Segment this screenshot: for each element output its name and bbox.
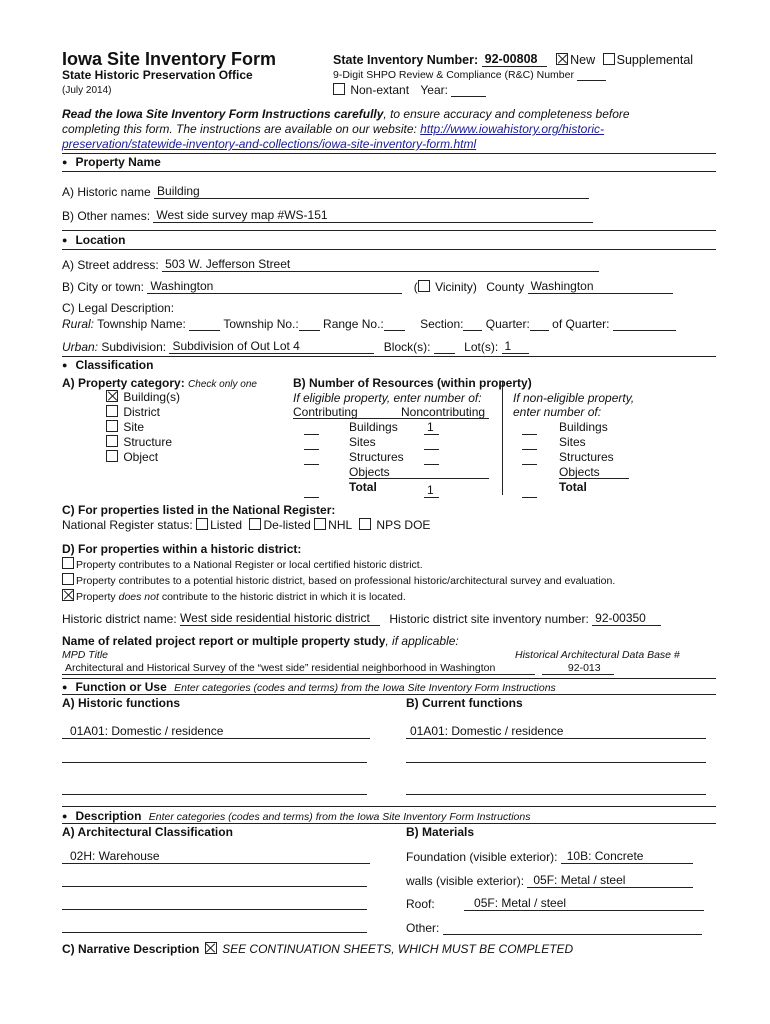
divider xyxy=(62,823,716,824)
db-field[interactable]: 92-013 xyxy=(542,662,614,675)
district-name-label: Historic district name: xyxy=(62,612,177,626)
current-functions-label: B) Current functions xyxy=(406,696,523,710)
category-structure[interactable] xyxy=(106,435,180,450)
section-field[interactable] xyxy=(463,316,482,331)
quarter-label: Quarter: xyxy=(485,317,530,331)
category-building-label: Building(s) xyxy=(123,390,181,404)
district-option-3-label-c: contribute to the historic district in which it is located. xyxy=(158,591,406,603)
category-object[interactable] xyxy=(106,450,180,465)
arch-classification-4[interactable] xyxy=(62,932,367,933)
location-heading: ● Location xyxy=(62,233,125,247)
legal-label: C) Legal Description: xyxy=(62,301,175,315)
supplemental-checkbox[interactable] xyxy=(603,53,615,65)
ne-total-rule xyxy=(559,478,629,479)
category-site[interactable] xyxy=(106,420,180,435)
category-label-row xyxy=(62,376,257,390)
roof-field[interactable]: 05F: Metal / steel xyxy=(464,896,704,911)
divider xyxy=(62,153,716,154)
non-eligible-label: If non-eligible property, xyxy=(513,391,635,405)
ne-row-sites: Sites xyxy=(559,435,586,449)
street-label: A) Street address: xyxy=(62,258,159,272)
district-option-2[interactable] xyxy=(62,573,615,589)
category-object-label: Object xyxy=(123,450,159,464)
listed-checkbox[interactable] xyxy=(196,518,208,530)
divider xyxy=(62,806,716,807)
current-function-1-value[interactable]: 01A01: Domestic / residence xyxy=(406,724,706,739)
instructions-url-2[interactable]: preservation/statewide-inventory-and-collections/iowa-site-inventory-form.html xyxy=(62,137,477,151)
ne-row-objects: Objects xyxy=(559,465,600,479)
contributing-total[interactable] xyxy=(304,483,319,498)
narrative-checkbox[interactable] xyxy=(205,942,217,954)
category-building[interactable] xyxy=(106,390,180,405)
row-total: Total xyxy=(349,480,377,494)
nhl-label: NHL xyxy=(328,518,352,532)
narrative-row xyxy=(62,942,573,956)
contributing-buildings[interactable] xyxy=(304,420,319,435)
other-names-row xyxy=(62,208,593,223)
row-objects: Objects xyxy=(349,465,390,479)
street-row xyxy=(62,257,599,272)
historic-functions-label: A) Historic functions xyxy=(62,696,181,710)
ne-row-total: Total xyxy=(559,480,587,494)
row-buildings: Buildings xyxy=(349,420,398,434)
nr-status-label: National Register status: xyxy=(62,518,193,532)
eligible-label: If eligible property, enter number of: xyxy=(293,391,482,405)
non-extant-checkbox[interactable] xyxy=(333,83,345,95)
non-eligible-sites[interactable] xyxy=(522,435,537,450)
instructions-line2: completing this form. The instructions are available on our website: xyxy=(62,122,421,136)
contributing-label: Contributing xyxy=(293,405,358,419)
arch-classification-2[interactable] xyxy=(62,886,367,887)
new-label: New xyxy=(570,53,596,67)
quarter-field[interactable] xyxy=(530,316,549,331)
city-field[interactable]: Washington xyxy=(147,279,402,294)
nhl-checkbox[interactable] xyxy=(314,518,326,530)
noncontributing-structures[interactable] xyxy=(424,450,439,465)
resource-types xyxy=(349,420,404,495)
district-heading: D) For properties within a historic district: xyxy=(62,542,302,556)
nps-doe-checkbox[interactable] xyxy=(359,518,371,530)
divider xyxy=(62,171,716,172)
county-field[interactable]: Washington xyxy=(528,279,673,294)
ne-row-buildings: Buildings xyxy=(559,420,608,434)
related-values-row xyxy=(62,662,614,675)
of-quarter-label: of Quarter: xyxy=(552,317,610,331)
noncontributing-total[interactable]: 1 xyxy=(424,483,439,498)
category-structure-label: Structure xyxy=(123,435,173,449)
noncontributing-column xyxy=(424,420,439,498)
instructions-lead: Read the Iowa Site Inventory Form Instructions carefully xyxy=(62,107,384,121)
range-label: Range No.: xyxy=(323,317,384,331)
new-checkbox[interactable] xyxy=(556,53,568,65)
township-name-label: Township Name: xyxy=(97,317,186,331)
supplemental-label: Supplemental xyxy=(616,53,694,67)
historic-name-row xyxy=(62,184,589,199)
instructions xyxy=(62,107,630,152)
enter-number-label: enter number of: xyxy=(513,405,602,419)
materials-label: B) Materials xyxy=(406,825,475,839)
category-structure-checkbox[interactable] xyxy=(106,435,118,447)
district-option-1[interactable] xyxy=(62,557,615,573)
category-list xyxy=(106,390,180,465)
category-district-label: District xyxy=(123,405,161,419)
listed-label: Listed xyxy=(210,518,243,532)
non-extant-row xyxy=(333,83,486,97)
nps-doe-label: NPS DOE xyxy=(376,518,431,532)
walls-field[interactable]: 05F: Metal / steel xyxy=(527,873,693,888)
current-function-2[interactable] xyxy=(406,762,706,763)
ne-row-structures: Structures xyxy=(559,450,614,464)
non-eligible-total[interactable] xyxy=(522,483,537,498)
city-label: B) City or town: xyxy=(62,280,145,294)
roof-label: Roof: xyxy=(406,897,435,911)
urban-row xyxy=(62,339,529,354)
year-label: Year: xyxy=(420,83,448,97)
foundation-label: Foundation (visible exterior): xyxy=(406,850,558,864)
county-label: County xyxy=(486,280,525,294)
lots-field[interactable]: 1 xyxy=(502,339,529,354)
district-site-field[interactable]: 92-00350 xyxy=(592,611,661,626)
divider xyxy=(62,249,716,250)
total-rule xyxy=(349,478,489,479)
narrative-label: C) Narrative Description xyxy=(62,942,200,956)
form-title: Iowa Site Inventory Form xyxy=(62,49,277,69)
category-district[interactable] xyxy=(106,405,180,420)
category-building-checkbox[interactable] xyxy=(106,390,118,402)
office-name: State Historic Preservation Office xyxy=(62,68,253,82)
divider xyxy=(62,356,716,357)
description-heading-row xyxy=(62,809,530,823)
function-heading-row xyxy=(62,680,556,694)
shpo-field[interactable] xyxy=(577,69,606,81)
category-hint: Check only one xyxy=(188,379,257,390)
resources-header-rule xyxy=(293,418,489,419)
blocks-label: Block(s): xyxy=(383,340,431,354)
non-eligible-buildings[interactable] xyxy=(522,420,537,435)
historic-function-3[interactable] xyxy=(62,794,367,795)
other-row xyxy=(406,920,702,935)
noncontributing-sites[interactable] xyxy=(424,435,439,450)
divider xyxy=(62,678,716,679)
non-eligible-structures[interactable] xyxy=(522,450,537,465)
resources-label: B) Number of Resources (within property) xyxy=(293,376,532,390)
divider xyxy=(62,230,716,231)
arch-classification-1[interactable] xyxy=(62,849,370,864)
current-function-1[interactable] xyxy=(406,724,706,739)
district-option-3-label-b: does not xyxy=(118,591,159,603)
form-date: (July 2014) xyxy=(62,85,112,96)
other-label: Other: xyxy=(406,921,440,935)
contributing-sites[interactable] xyxy=(304,435,319,450)
district-option-1-label: Property contributes to a National Register or local certified historic district. xyxy=(76,559,423,571)
district-option-3[interactable] xyxy=(62,589,615,605)
district-name-field[interactable]: West side residential historic district xyxy=(180,611,380,626)
shpo-label: 9-Digit SHPO Review & Compliance (R&C) Number xyxy=(333,69,574,81)
subdivision-field[interactable]: Subdivision of Out Lot 4 xyxy=(169,339,374,354)
category-site-checkbox[interactable] xyxy=(106,420,118,432)
function-hint: Enter categories (codes and terms) from the Iowa Site Inventory Form Instructions xyxy=(174,682,556,694)
district-option-3-checkbox[interactable] xyxy=(62,589,74,601)
category-object-checkbox[interactable] xyxy=(106,450,118,462)
non-eligible-types xyxy=(559,420,614,495)
national-register-heading: C) For properties listed in the National Register: xyxy=(62,503,336,517)
other-field[interactable] xyxy=(443,920,702,935)
township-no-label: Township No.: xyxy=(223,317,299,331)
rural-row xyxy=(62,316,676,331)
delisted-checkbox[interactable] xyxy=(249,518,261,530)
lots-label: Lot(s): xyxy=(464,340,499,354)
blocks-field[interactable] xyxy=(434,339,455,354)
other-names-label: B) Other names: xyxy=(62,209,151,223)
historic-function-1[interactable] xyxy=(62,724,370,739)
subdivision-label: Subdivision: xyxy=(101,340,167,354)
category-label: A) Property category: xyxy=(62,376,185,390)
district-option-1-checkbox[interactable] xyxy=(62,557,74,569)
mpd-label: MPD Title xyxy=(62,649,108,661)
resources-divider xyxy=(502,381,503,495)
state-inventory-row xyxy=(333,52,693,67)
urban-label: Urban: xyxy=(62,340,99,354)
foundation-field[interactable]: 10B: Concrete xyxy=(561,849,693,864)
arch-classification-1-value[interactable]: 02H: Warehouse xyxy=(62,849,370,864)
row-sites: Sites xyxy=(349,435,376,449)
instructions-rest: , to ensure accuracy and completeness before xyxy=(383,107,630,121)
arch-classification-label: A) Architectural Classification xyxy=(62,825,233,839)
walls-label: walls (visible exterior): xyxy=(406,874,525,888)
historic-function-1-value[interactable]: 01A01: Domestic / residence xyxy=(62,724,370,739)
district-option-2-checkbox[interactable] xyxy=(62,573,74,585)
noncontributing-label: Noncontributing xyxy=(401,405,486,419)
related-applicable: , if applicable: xyxy=(385,634,459,648)
category-district-checkbox[interactable] xyxy=(106,405,118,417)
noncontributing-buildings[interactable]: 1 xyxy=(424,420,439,435)
year-field[interactable] xyxy=(451,85,486,97)
description-hint: Enter categories (codes and terms) from the Iowa Site Inventory Form Instructions xyxy=(148,811,531,823)
foundation-row xyxy=(406,849,693,864)
vicinity-checkbox[interactable] xyxy=(418,280,430,292)
category-site-label: Site xyxy=(123,420,145,434)
street-field[interactable]: 503 W. Jefferson Street xyxy=(162,257,599,272)
row-structures: Structures xyxy=(349,450,404,464)
contributing-structures[interactable] xyxy=(304,450,319,465)
historic-function-2[interactable] xyxy=(62,762,367,763)
rural-label: Rural: xyxy=(62,317,95,331)
non-extant-label: Non-extant xyxy=(350,83,410,97)
current-function-3[interactable] xyxy=(406,794,706,795)
property-name-heading: ● Property Name xyxy=(62,155,161,169)
related-heading: Name of related project report or multiple property study xyxy=(62,634,386,648)
township-no-field[interactable] xyxy=(299,316,320,331)
district-name-row xyxy=(62,611,661,626)
range-field[interactable] xyxy=(384,316,405,331)
section-label: Section: xyxy=(420,317,464,331)
db-label: Historical Architectural Data Base # xyxy=(515,649,680,661)
classification-heading: ● Classification xyxy=(62,358,153,372)
description-heading: ● Description xyxy=(62,809,141,823)
district-option-3-label-a: Property xyxy=(76,591,119,603)
other-names-field[interactable]: West side survey map #WS-151 xyxy=(153,208,593,223)
district-site-label: Historic district site inventory number: xyxy=(389,612,589,626)
state-inventory-value[interactable]: 92-00808 xyxy=(482,52,547,67)
contributing-column xyxy=(304,420,319,498)
walls-row xyxy=(406,873,693,888)
shpo-row xyxy=(333,69,606,81)
state-inventory-label: State Inventory Number: xyxy=(333,53,479,67)
arch-classification-3[interactable] xyxy=(62,909,367,910)
vicinity-label: Vicinity) xyxy=(435,280,477,294)
function-heading: ● Function or Use xyxy=(62,680,167,694)
delisted-label: De-listed xyxy=(263,518,311,532)
mpd-field[interactable]: Architectural and Historical Survey of the “west side” residential neighborhood in Washington xyxy=(62,662,535,675)
district-option-2-label: Property contributes to a potential historic district, based on professional historic/architectural survey and evaluation. xyxy=(76,575,616,587)
non-eligible-column xyxy=(522,420,537,498)
city-row: B) City or town: Washington ( Vicinity) County Washington xyxy=(62,279,673,294)
narrative-value: SEE CONTINUATION SHEETS, WHICH MUST BE COMPLETED xyxy=(222,942,574,956)
divider xyxy=(62,694,716,695)
historic-name-field[interactable]: Building xyxy=(154,184,589,199)
township-name-field[interactable] xyxy=(189,316,220,331)
of-quarter-field[interactable] xyxy=(613,316,676,331)
historic-name-label: A) Historic name xyxy=(62,185,151,199)
instructions-url-1[interactable]: http://www.iowahistory.org/historic- xyxy=(420,122,605,136)
national-register-row xyxy=(62,518,430,532)
roof-row xyxy=(406,896,704,911)
district-options xyxy=(62,557,615,605)
related-heading-row xyxy=(62,634,459,648)
